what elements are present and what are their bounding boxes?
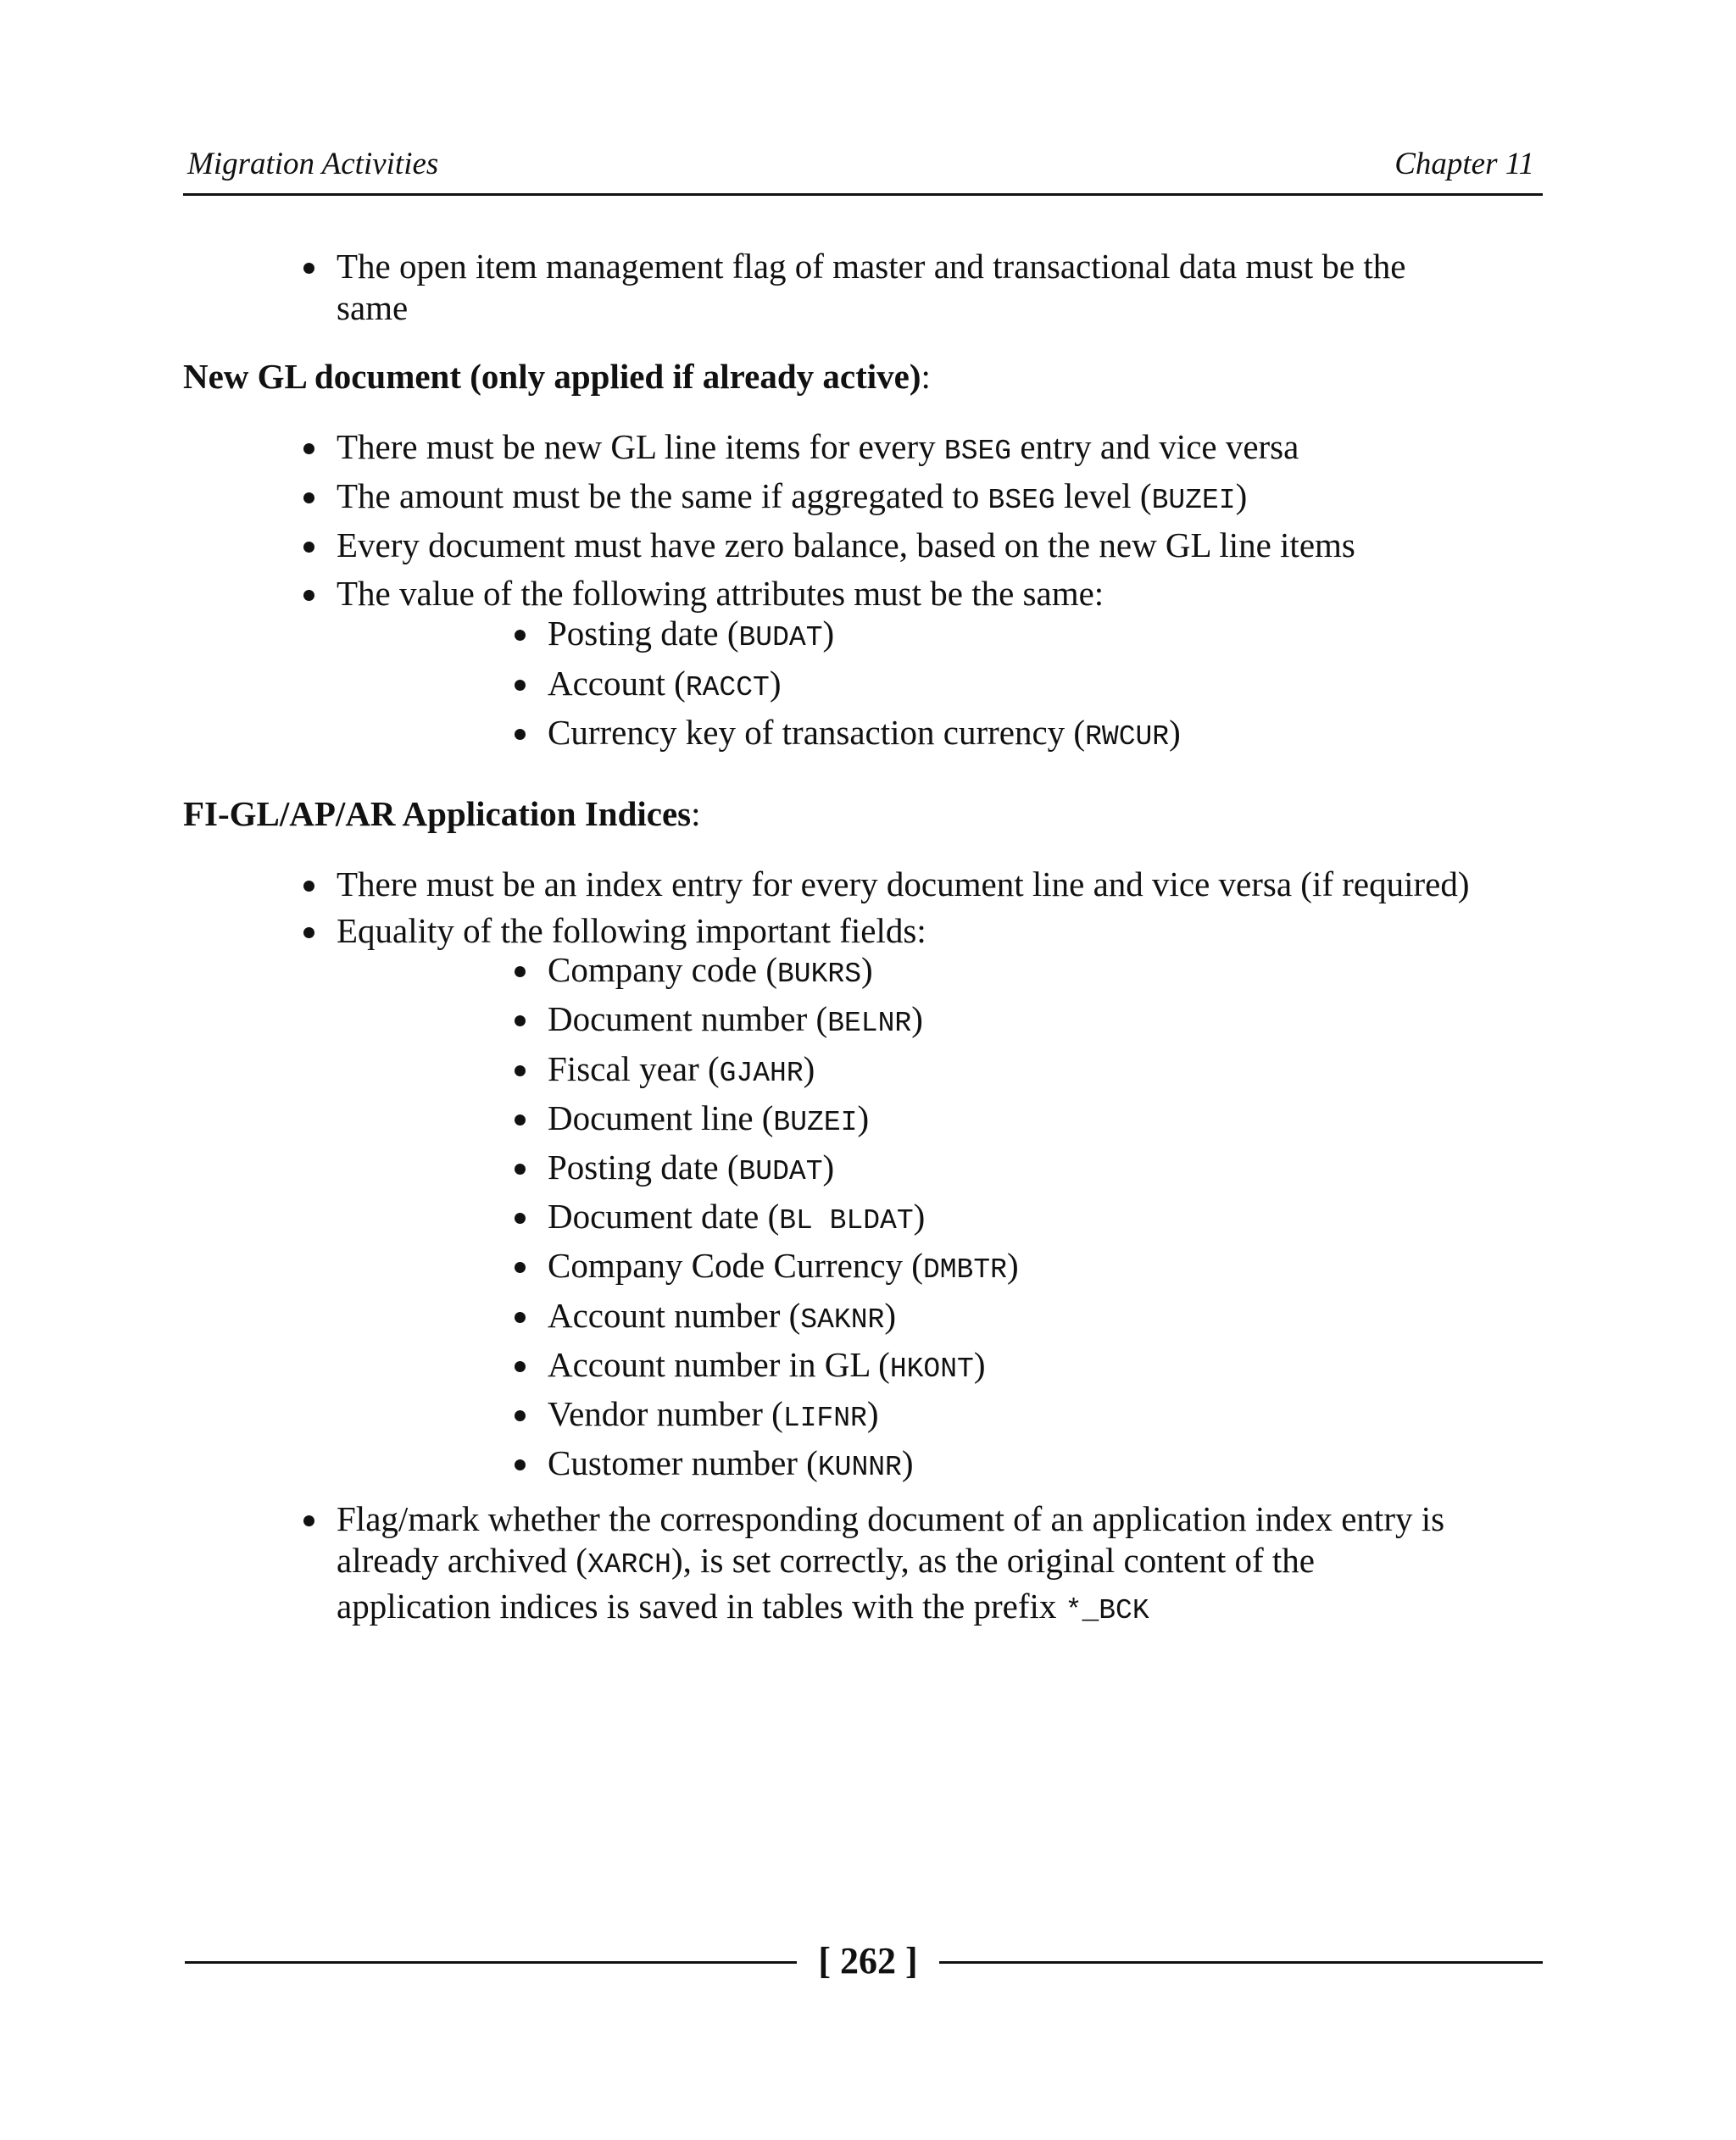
field-code: BUZEI xyxy=(1151,485,1236,516)
sub-item-label: Posting date ( xyxy=(548,1148,739,1187)
sub-item-label: Fiscal year ( xyxy=(548,1049,720,1088)
sub-item-label: Posting date ( xyxy=(548,614,739,653)
sub-list-item xyxy=(548,1196,1522,1242)
bullet-text: The open item management flag of master and transactional data must be the xyxy=(337,247,1406,286)
sub-item-label: ) xyxy=(822,1148,835,1187)
field-code: HKONT xyxy=(889,1353,974,1385)
sub-list-item xyxy=(548,613,1522,659)
section-heading-new-gl xyxy=(183,356,931,397)
heading-colon: : xyxy=(921,357,931,396)
footer-rule-left xyxy=(185,1961,797,1964)
heading-colon: : xyxy=(691,794,701,833)
header-chapter: Chapter 11 xyxy=(1394,147,1534,181)
running-header xyxy=(183,142,1543,196)
bullet-text: entry and vice versa xyxy=(1011,427,1299,466)
field-code: LIFNR xyxy=(782,1403,867,1434)
sub-item-label: ) xyxy=(901,1443,914,1482)
bullet-text: already archived ( xyxy=(337,1541,587,1580)
field-code: RACCT xyxy=(685,672,770,703)
sub-list-item xyxy=(548,663,1522,709)
field-code: BELNR xyxy=(827,1008,912,1039)
bullet-icon xyxy=(515,1164,526,1175)
field-code: BSEG xyxy=(988,485,1055,516)
sub-list-item xyxy=(548,998,1522,1044)
sub-item-label: ) xyxy=(769,664,782,703)
sub-list-item xyxy=(548,1245,1522,1291)
sub-item-label: ) xyxy=(822,614,835,653)
bullet-icon xyxy=(515,680,526,691)
field-code: BUKRS xyxy=(776,959,862,990)
bullet-icon xyxy=(515,1065,526,1076)
heading-text: FI-GL/AP/AR Application Indices xyxy=(183,794,692,833)
sub-item-label: Company Code Currency ( xyxy=(548,1246,923,1285)
sub-list-item xyxy=(548,1393,1522,1439)
sub-item-label: ) xyxy=(1006,1246,1019,1285)
bullet-icon xyxy=(303,927,314,938)
list-item xyxy=(337,573,1557,614)
field-code: RWCUR xyxy=(1085,721,1170,753)
bullet-icon xyxy=(515,729,526,740)
list-item xyxy=(337,1498,1557,1631)
sub-item-label: Account number ( xyxy=(548,1296,801,1335)
bullet-text: ), is set correctly, as the original content of the xyxy=(670,1541,1315,1580)
field-code: XARCH xyxy=(587,1549,671,1581)
field-code: SAKNR xyxy=(800,1304,885,1336)
bullet-icon xyxy=(515,1015,526,1026)
sub-item-label: ) xyxy=(1169,713,1181,752)
sub-item-label: ) xyxy=(884,1296,896,1335)
sub-item-label: ) xyxy=(911,999,923,1038)
field-code: BUDAT xyxy=(738,622,823,653)
sub-list-item xyxy=(548,1442,1522,1488)
field-code: BUZEI xyxy=(773,1107,858,1138)
field-code: DMBTR xyxy=(922,1254,1007,1286)
sub-item-label: ) xyxy=(803,1049,815,1088)
sub-item-label: Currency key of transaction currency ( xyxy=(548,713,1086,752)
field-code: BUDAT xyxy=(738,1156,823,1187)
bullet-text: The amount must be the same if aggregated to xyxy=(337,476,988,515)
section-heading-application-indices xyxy=(183,793,701,835)
bullet-icon xyxy=(515,1410,526,1421)
list-item xyxy=(337,426,1557,472)
field-code: GJAHR xyxy=(719,1058,804,1089)
bullet-text: There must be new GL line items for every xyxy=(337,427,944,466)
sub-list-item xyxy=(548,1048,1522,1094)
sub-item-label: ) xyxy=(866,1394,879,1433)
bullet-icon xyxy=(515,1262,526,1273)
bullet-icon xyxy=(303,492,314,503)
bullet-icon xyxy=(515,1459,526,1470)
field-code: BL BLDAT xyxy=(779,1205,914,1237)
bullet-text: ) xyxy=(1235,476,1248,515)
bullet-icon xyxy=(303,443,314,454)
sub-list-item xyxy=(548,1098,1522,1143)
footer-rule-right xyxy=(939,1961,1543,1964)
bullet-text: There must be an index entry for every document line and vice versa (if required) xyxy=(337,864,1470,903)
sub-item-label: Document number ( xyxy=(548,999,828,1038)
sub-item-label: Account number in GL ( xyxy=(548,1345,890,1384)
list-item xyxy=(337,475,1557,521)
bullet-icon xyxy=(303,881,314,892)
bullet-icon xyxy=(515,966,526,977)
bullet-icon xyxy=(515,1213,526,1224)
bullet-text: same xyxy=(337,288,409,327)
bullet-text: Equality of the following important fields: xyxy=(337,911,926,950)
sub-item-label: Company code ( xyxy=(548,950,777,989)
field-code: KUNNR xyxy=(817,1452,902,1483)
sub-list-item xyxy=(548,712,1522,758)
bullet-text: level ( xyxy=(1054,476,1152,515)
field-code: *_BCK xyxy=(1065,1595,1149,1626)
sub-list-item xyxy=(548,949,1522,995)
bullet-icon xyxy=(515,1361,526,1372)
bullet-icon xyxy=(515,630,526,641)
bullet-icon xyxy=(303,542,314,553)
field-code: BSEG xyxy=(943,436,1012,467)
bullet-text: The value of the following attributes must be the same: xyxy=(337,574,1104,613)
sub-item-label: Customer number ( xyxy=(548,1443,818,1482)
sub-item-label: ) xyxy=(861,950,873,989)
sub-item-label: Document line ( xyxy=(548,1098,774,1137)
list-item xyxy=(337,525,1557,566)
bullet-icon xyxy=(515,1114,526,1126)
sub-item-label: Account ( xyxy=(548,664,686,703)
bullet-text: Flag/mark whether the corresponding document of an application index entry is xyxy=(337,1499,1445,1538)
sub-item-label: ) xyxy=(973,1345,986,1384)
bullet-icon xyxy=(303,1515,314,1526)
heading-text: New GL document (only applied if already active) xyxy=(183,357,921,396)
bullet-text: application indices is saved in tables with the prefix xyxy=(337,1587,1066,1626)
sub-list-item xyxy=(548,1147,1522,1192)
sub-list-item xyxy=(548,1295,1522,1341)
sub-item-label: Vendor number ( xyxy=(548,1394,783,1433)
list-item xyxy=(337,910,1557,952)
page-number: [ 262 ] xyxy=(818,1940,918,1982)
bullet-icon xyxy=(303,590,314,601)
bullet-icon xyxy=(303,263,314,274)
list-item xyxy=(337,246,1557,329)
list-item xyxy=(337,864,1557,905)
bullet-text: Every document must have zero balance, based on the new GL line items xyxy=(337,525,1355,564)
sub-item-label: Document date ( xyxy=(548,1197,780,1236)
header-section-title: Migration Activities xyxy=(187,147,439,181)
sub-item-label: ) xyxy=(857,1098,870,1137)
sub-list-item xyxy=(548,1344,1522,1390)
bullet-icon xyxy=(515,1312,526,1323)
sub-item-label: ) xyxy=(913,1197,926,1236)
